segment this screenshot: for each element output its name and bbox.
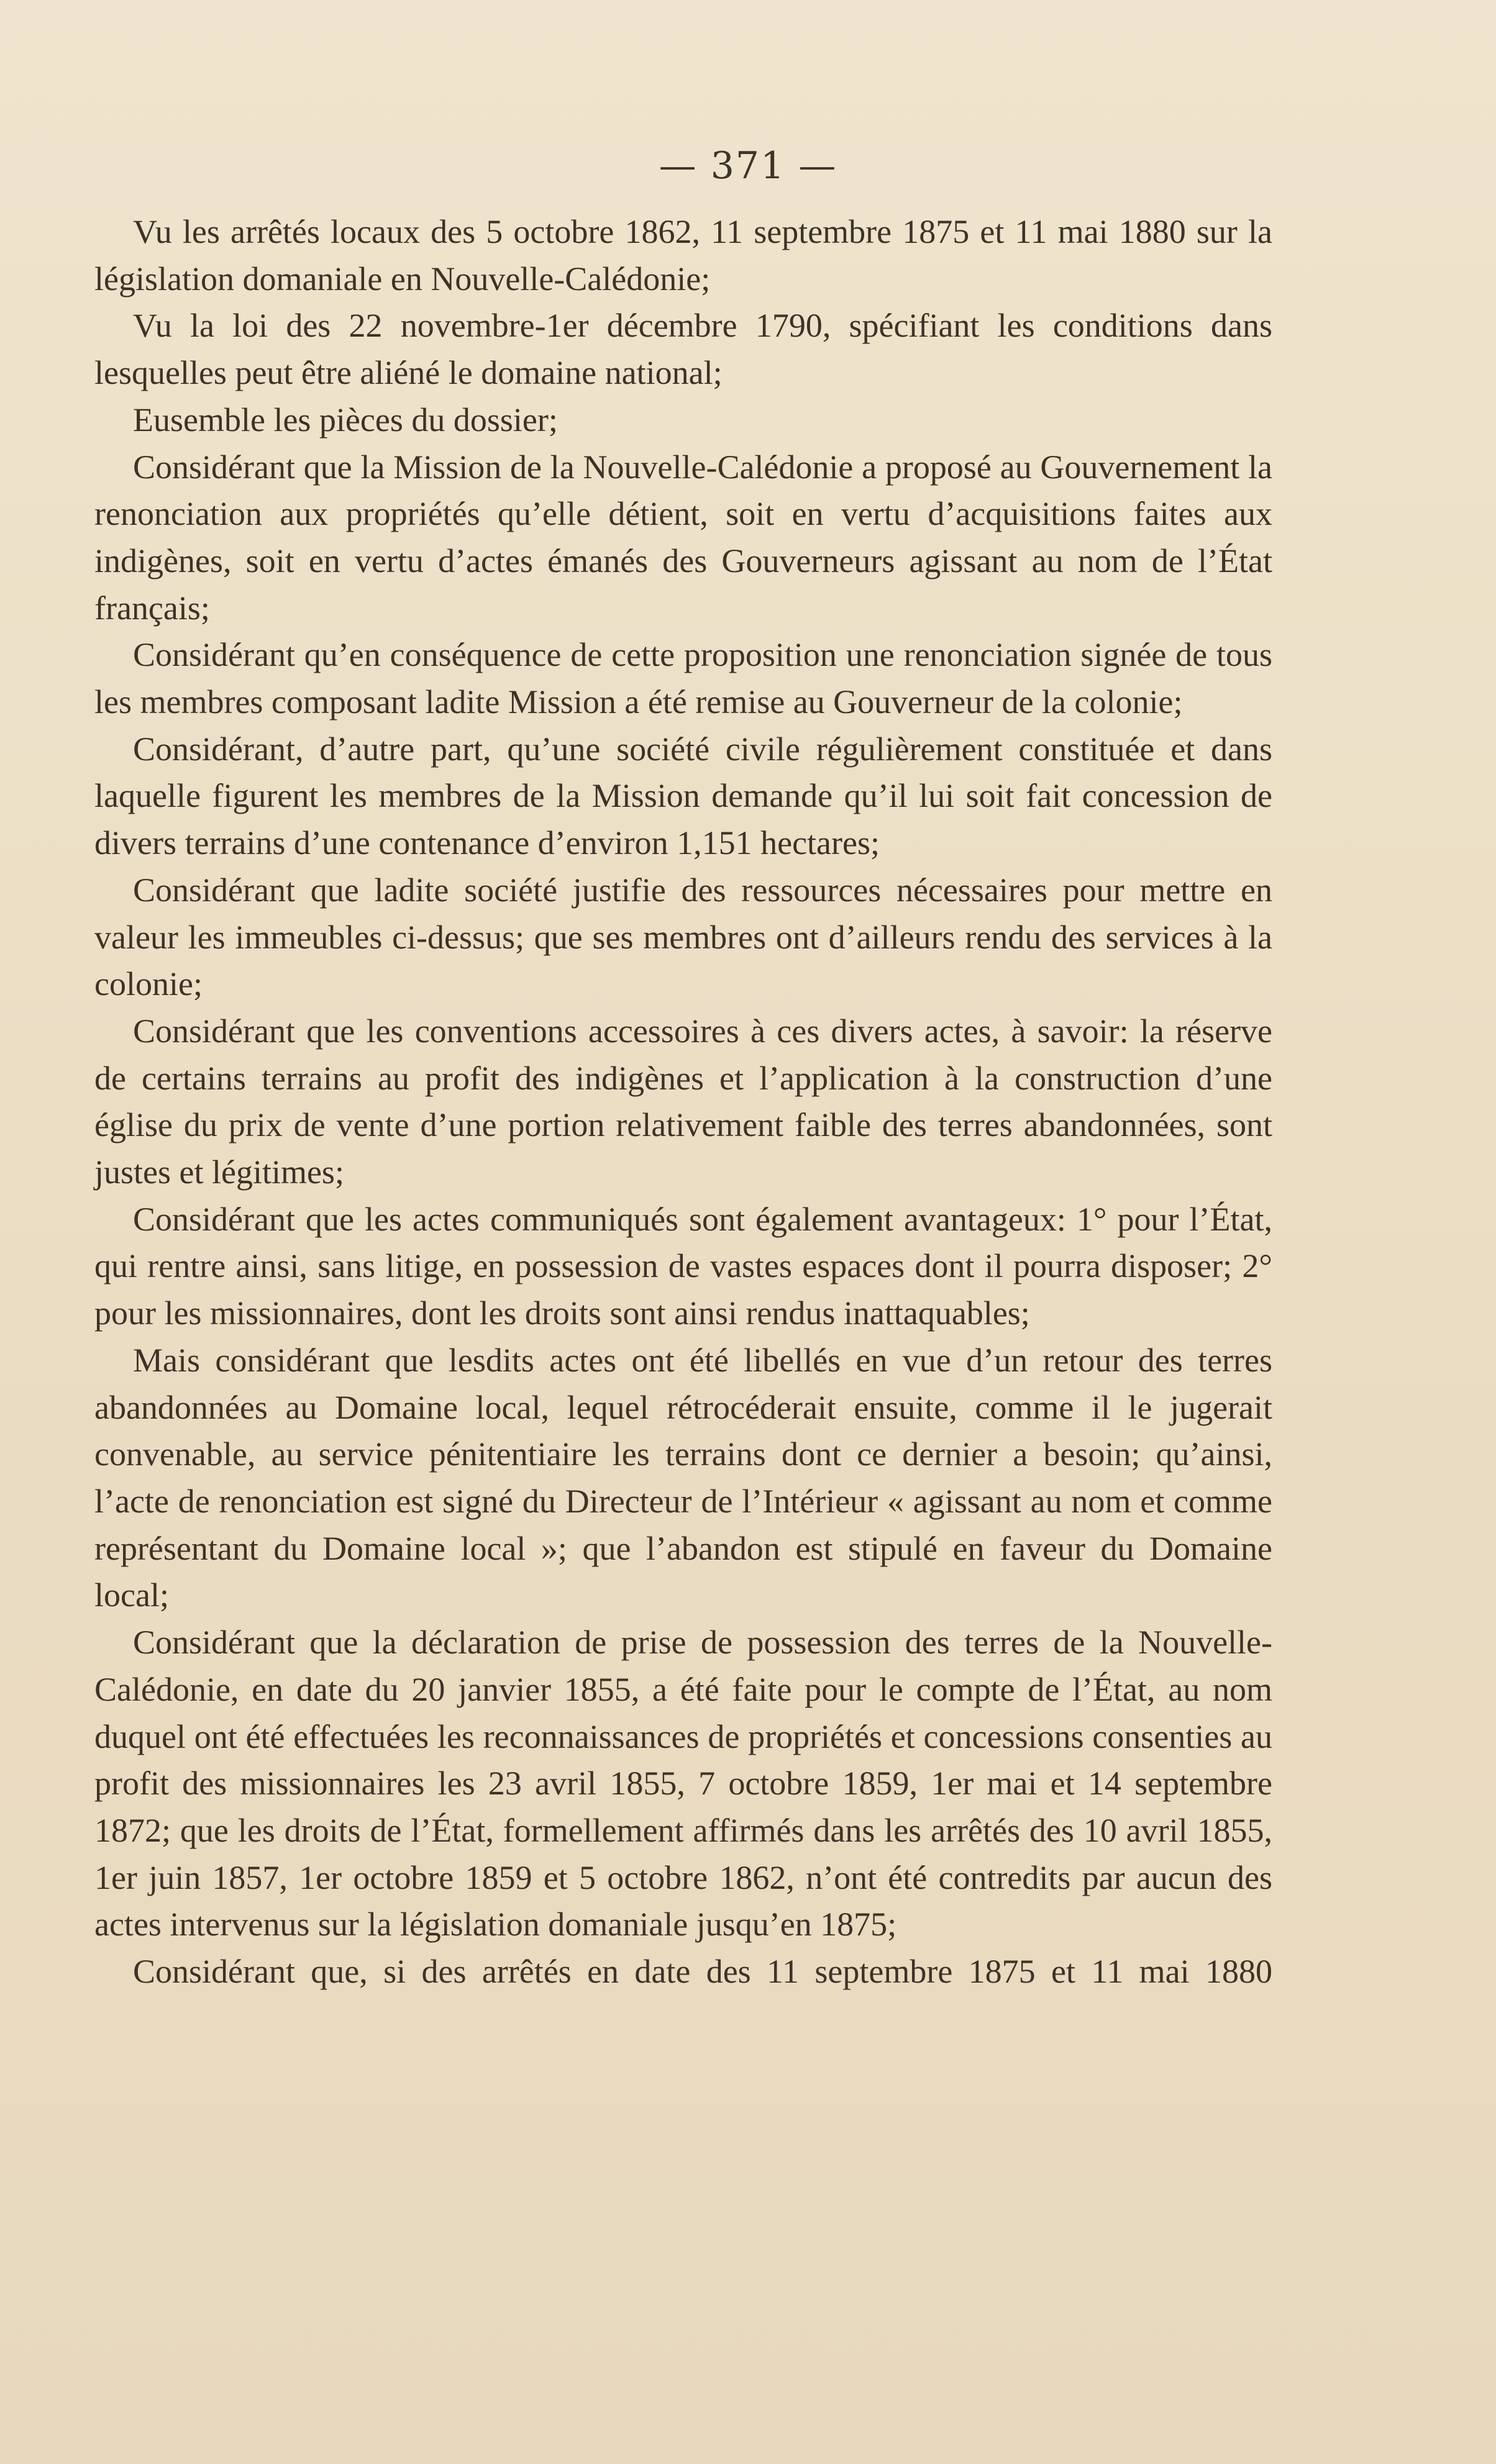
paragraph: Considérant que la déclaration de prise de possession des terres de la Nouvelle-Calédonie, en date du 20 janvier 1855, a été faite pour le compte de l’État, au nom duquel ont été effectuées les reconnaissances de propriétés et concessions consenties au profit des missionnaires les 23 avril 1855, 7 octobre 1859, 1er mai et 14 septembre 1872; que les droits de l’État, formellement affirmés dans les arrêtés des 10 avril 1855, 1er juin 1857, 1er octobre 1859 et 5 octobre 1862, n’ont été contredits par aucun des actes intervenus sur la législation domaniale jusqu’en 1875; [94,1624,1272,1943]
paragraph: Considérant, d’autre part, qu’une société civile régulièrement constituée et dans laquelle figurent les membres de la Mission demande qu’il lui soit fait concession de divers terrains d’une contenance d’environ 1,151 hectares; [94,730,1272,862]
paragraph: Vu les arrêtés locaux des 5 octobre 1862, 11 septembre 1875 et 11 mai 1880 sur la législation domaniale en Nouvelle-Calédonie; [94,213,1272,298]
body-text [94,209,1272,1996]
paragraph: Considérant que les conventions accessoires à ces divers actes, à savoir: la réserve de certains terrains au profit des indigènes et l’application à la construction d’une église du prix de vente d’une portion relativement faible des terres abandonnées, sont justes et légitimes; [94,1012,1272,1191]
paragraph: Considérant que les actes communiqués sont également avantageux: 1° pour l’État, qui rentre ainsi, sans litige, en possession de vastes espaces dont il pourra disposer; 2° pour les missionnaires, dont les droits sont ainsi rendus inattaquables; [94,1200,1272,1332]
paragraph: Eusemble les pièces du dossier; [133,401,558,439]
paragraph: Considérant qu’en conséquence de cette proposition une renonciation signée de tous les membres composant ladite Mission a été remise au Gouverneur de la colonie; [94,636,1272,721]
paragraph: Vu la loi des 22 novembre-1er décembre 1790, spécifiant les conditions dans lesquelles peut être aliéné le domaine national; [94,307,1272,392]
paragraph: Considérant que ladite société justifie des ressources nécessaires pour mettre en valeur les immeubles ci-dessus; que ses membres ont d’ailleurs rendu des services à la colonie; [94,871,1272,1003]
paragraph: Considérant que la Mission de la Nouvelle-Calédonie a proposé au Gouvernement la renonciation aux propriétés qu’elle détient, soit en vertu d’acquisitions faites aux indigènes, soit en vertu d’actes émanés des Gouverneurs agissant au nom de l’État français; [94,448,1272,627]
paragraph: Considérant que, si des arrêtés en date des 11 septembre 1875 et 11 mai 1880 [133,1953,1272,1991]
paragraph: Mais considérant que lesdits actes ont été libellés en vue d’un retour des terres abandonnées au Domaine local, lequel rétrocéderait ensuite, comme il le jugerait convenable, au service pénitentiaire les terrains dont ce dernier a besoin; qu’ainsi, l’acte de renonciation est signé du Directeur de l’Intérieur « agissant au nom et comme représentant du Domaine local »; que l’abandon est stipulé en faveur du Domaine local; [94,1341,1272,1614]
page-number: — 371 — [659,144,837,188]
